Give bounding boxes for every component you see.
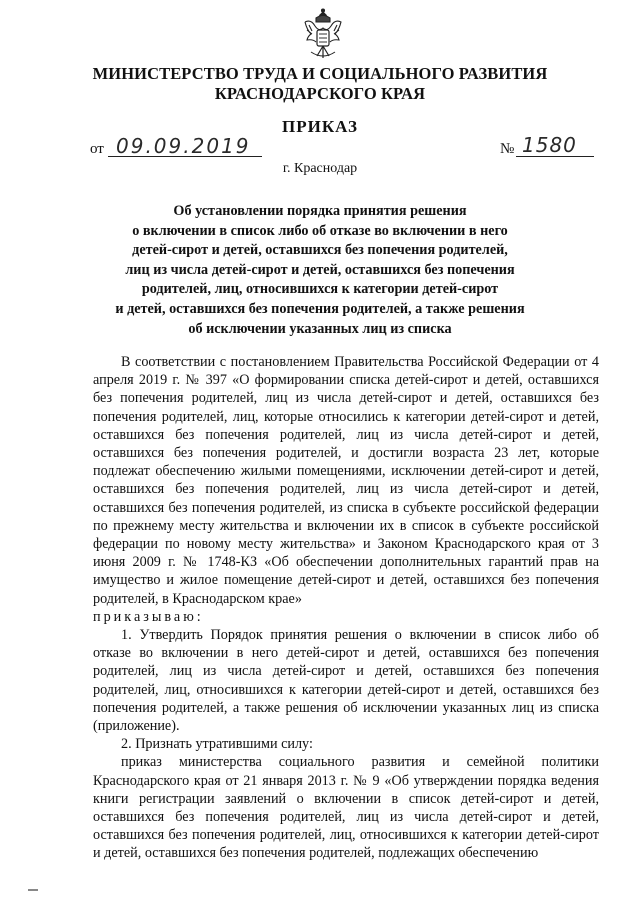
title-line: лиц из числа детей-сирот и детей, оставшихся без попечения (125, 261, 515, 278)
document-title (100, 202, 540, 339)
order-word: приказываю: (93, 608, 204, 625)
intro-paragraph: В соответствии с постановлением Правительства Российской Федерации от 4 апреля 2019 г. № 397 «О формировании списка детей-сирот и детей, оставшихся без попечения родителей, лиц из числа детей-сирот и детей, оставшихся без попечения родителей, лиц, которые относились к категории детей-сирот и детей, оставшихся без попечения родителей, лиц из числа детей-сирот и детей, оставшихся без попечения родителей, и достигли возраста 23 лет, которые подлежат обеспечению жилыми помещениями, исключении детей-сирот и детей, оставшихся без попечения родителей, лиц из числа детей-сирот и детей, оставшихся без попечения родителей, из списка в субъекте российской федерации по прежнему месту жительства и включении их в список в субъекте российской федерации по новому месту жительства» и Законом Краснодарского края от 3 июня 2009 г. № 1748-КЗ «Об обеспечении дополнительных гарантий прав на имущество и жилое помещение детей-сирот и детей, оставшихся без попечения родителей, в Краснодарском крае» (93, 354, 599, 607)
order-date: 09.09.2019 (116, 134, 251, 158)
ministry-name (0, 64, 640, 104)
ministry-name-line1: МИНИСТЕРСТВО ТРУДА И СОЦИАЛЬНОГО РАЗВИТИЯ (92, 64, 548, 83)
title-line: и детей, оставшихся без попечения родителей, а также решения (115, 300, 525, 317)
title-line: об исключении указанных лиц из списка (188, 320, 452, 337)
title-line: детей-сирот и детей, оставшихся без попечения родителей, (132, 242, 508, 259)
document-body (93, 353, 599, 863)
scan-mark (28, 889, 38, 891)
order-title: ПРИКАЗ (282, 117, 358, 136)
coat-of-arms-icon (301, 8, 345, 60)
title-line: родителей, лиц, относившихся к категории детей-сирот (141, 281, 499, 298)
date-prefix: от (90, 141, 104, 157)
city: г. Краснодар (282, 161, 358, 176)
order-number: 1580 (522, 133, 577, 157)
title-line: о включении в список либо об отказе во включении в него (132, 222, 508, 239)
item-2-heading: 2. Признать утратившими силу: (121, 736, 313, 753)
ministry-name-line2: КРАСНОДАРСКОГО КРАЯ (214, 84, 426, 103)
title-line: Об установлении порядка принятия решения (173, 203, 467, 219)
number-prefix: № (500, 141, 515, 157)
item-2-paragraph: приказ министерства социального развития и семейной политики Краснодарского края от 21 января 2013 г. № 9 «Об утверждении порядка ведения книги регистрации заявлений о включении в список детей-сирот и детей, оставшихся без попечения родителей, лиц из числа детей-сирот и детей, оставшихся без попечения родителей, лиц, относившихся к категории детей-сирот и детей, оставшихся без попечения родителей, подлежащих обеспечению (93, 754, 599, 862)
item-1-paragraph: 1. Утвердить Порядок принятия решения о включении в список либо об отказе во включении в него детей-сирот и детей, оставшихся без попечения родителей, лиц из числа детей-сирот и детей, оставшихся без попечения родителей, лиц, относившихся к категории детей-сирот и детей, оставшихся без попечения родителей, а также решения об исключении указанных лиц из списка (приложение). (93, 627, 599, 735)
